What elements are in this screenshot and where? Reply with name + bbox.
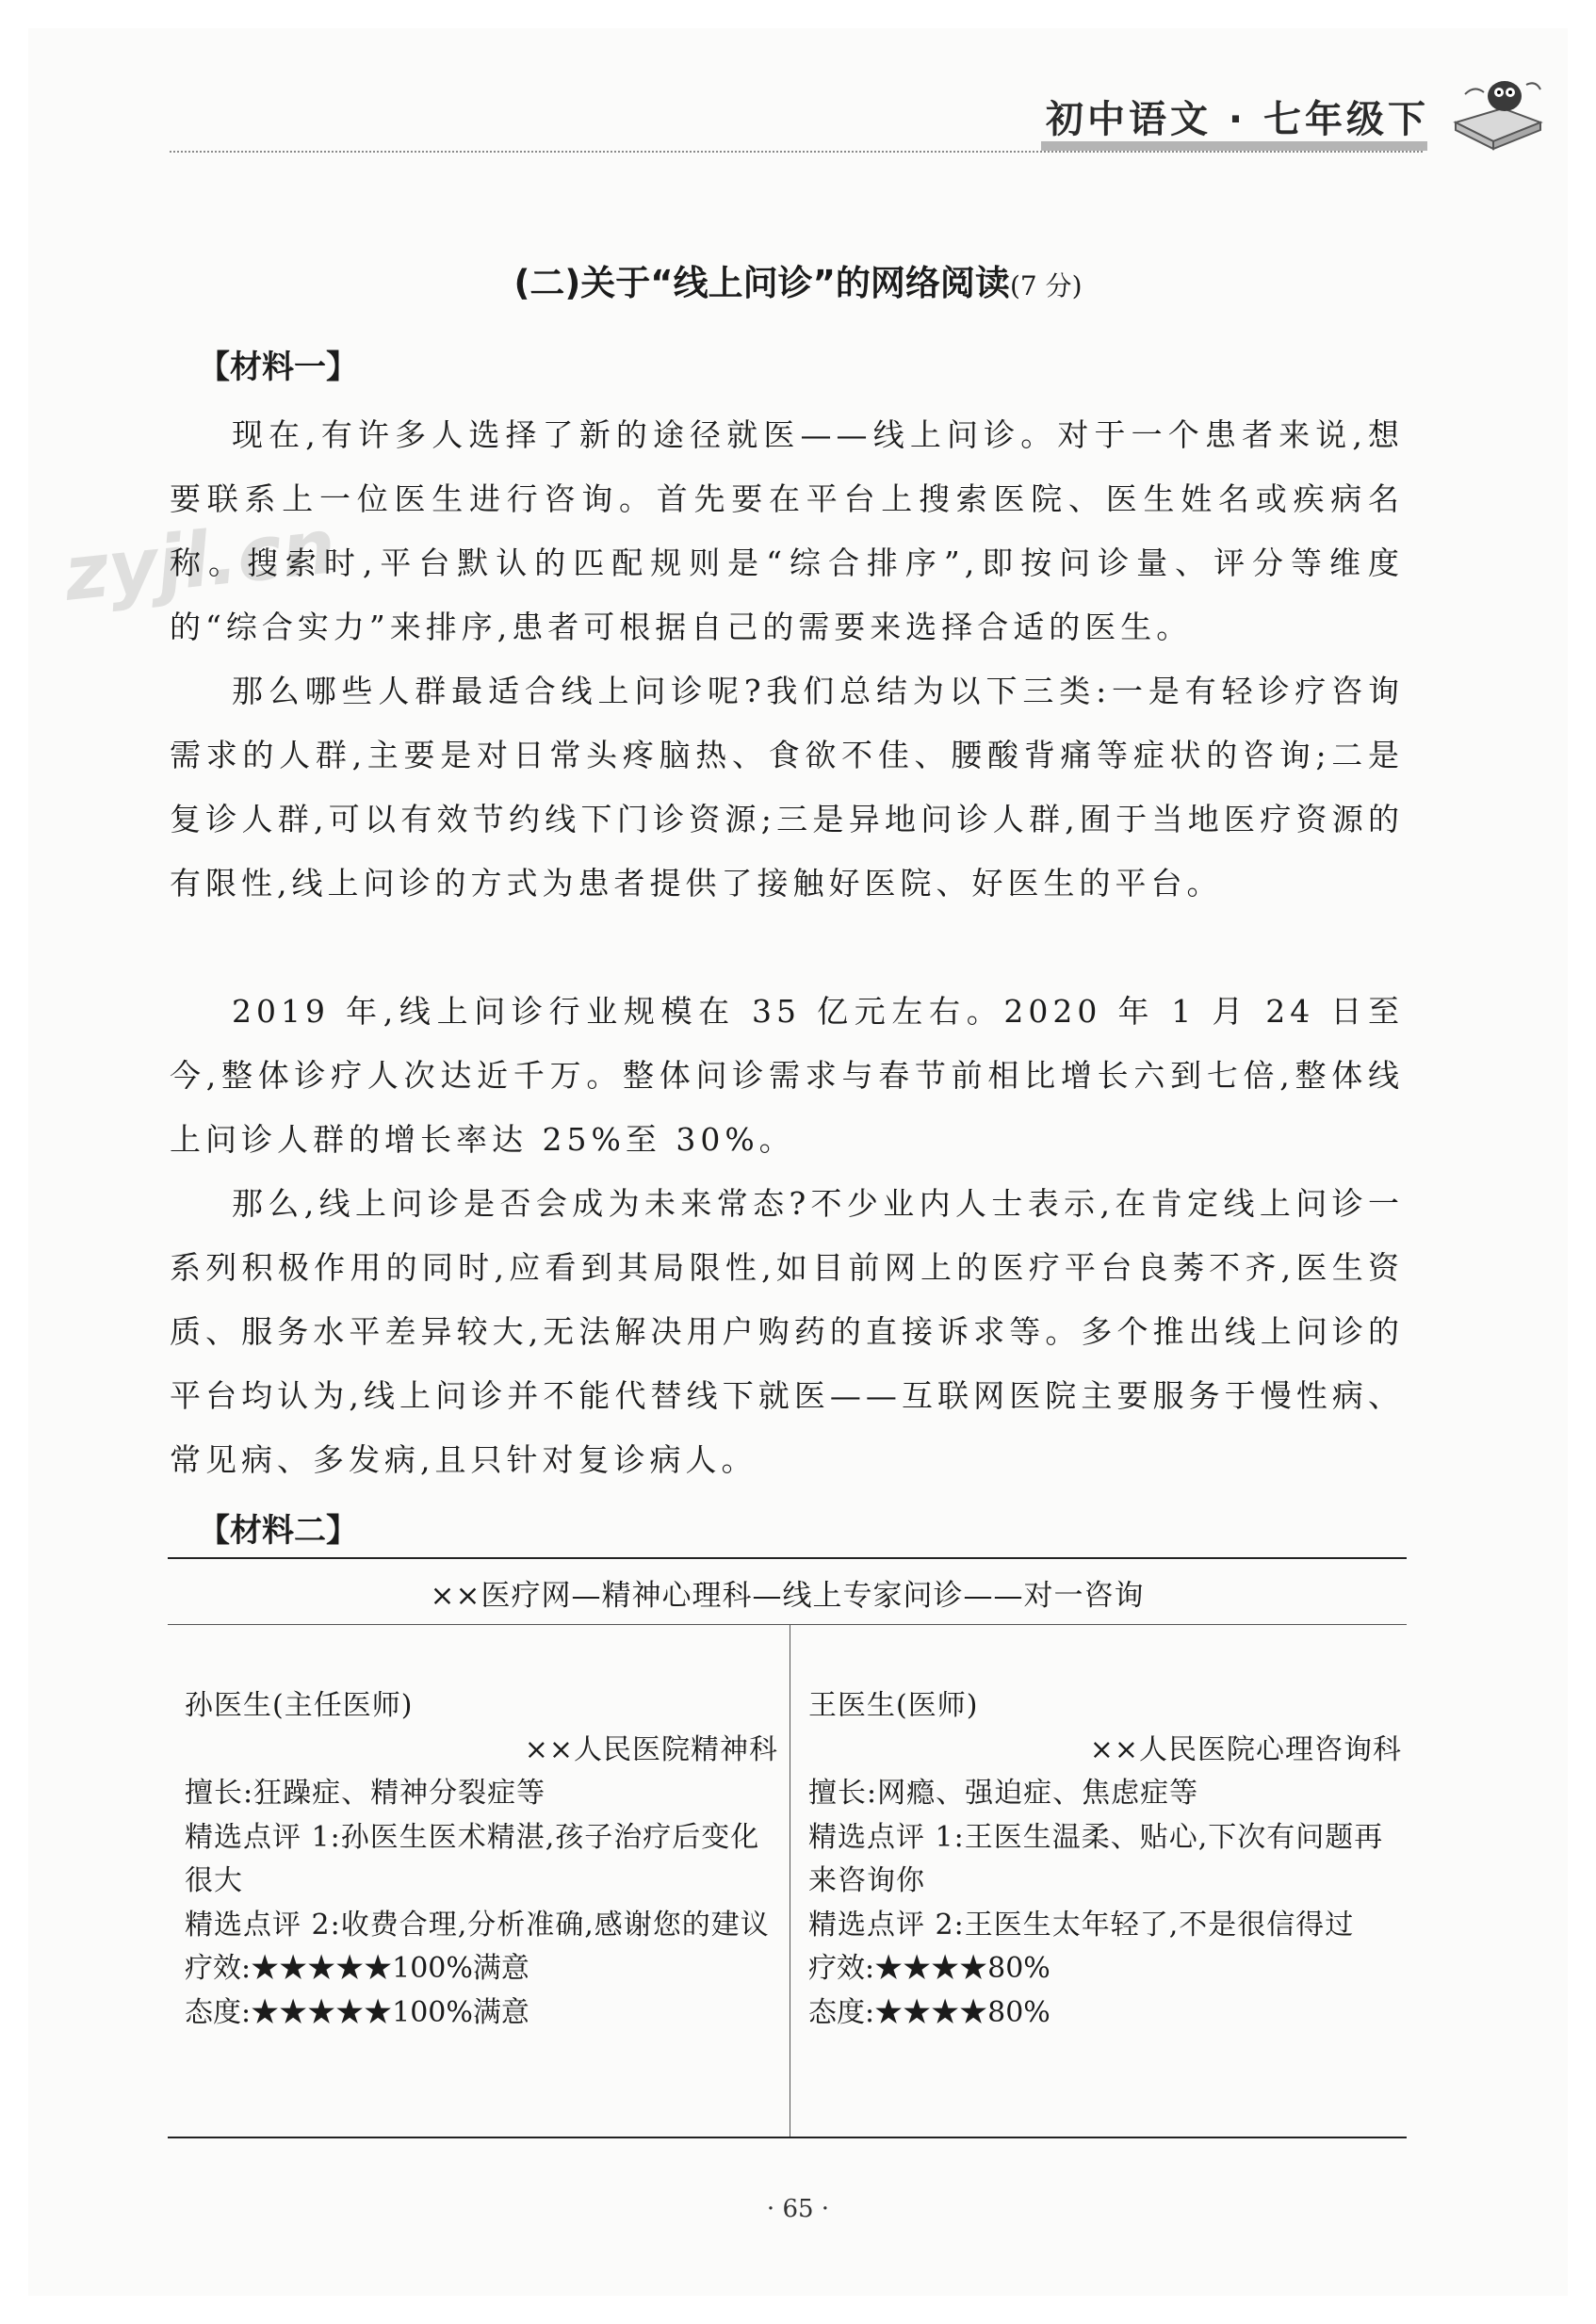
doctor-attitude-rating: 态度:★★★★80%: [808, 1995, 1050, 2029]
header-title: 初中语文 · 七年级下: [1046, 98, 1430, 141]
header-rule-line: [170, 151, 1423, 153]
material1-paragraph: 那么,线上问诊是否会成为未来常态?不少业内人士表示,在肯定线上问诊一系列积极作用的同时,应看到其局限性,如目前网上的医疗平台良莠不齐,医生资质、服务水平差异较大,无法解决用户购药的直接诉求等。多个推出线上问诊的平台均认为,线上问诊并不能代替线下就医——互联网医院主要服务于慢性病、常见病、多发病,且只针对复诊病人。: [170, 1185, 1404, 1478]
doctor-dept: ××人民医院精神科: [524, 1732, 778, 1766]
doctor-dept: ××人民医院心理咨询科: [1089, 1732, 1402, 1766]
watermark: zyjl.cn: [59, 502, 340, 618]
material2-heading: 【材料二】: [198, 1512, 358, 1550]
doctor-specialty: 擅长:狂躁症、精神分裂症等: [185, 1777, 546, 1810]
doctor-review-2: 精选点评 2:王医生太年轻了,不是很信得过: [808, 1908, 1355, 1942]
section-title-text: (二)关于“线上问诊”的网络阅读: [513, 263, 1010, 303]
table-title: ××医疗网—精神心理科—线上专家问诊——对一咨询: [430, 1579, 1145, 1613]
material1-heading: 【材料一】: [198, 349, 358, 386]
doctor-efficacy-rating: 疗效:★★★★★100%满意: [185, 1952, 529, 1985]
table-bottom-rule: [168, 2137, 1407, 2138]
doctor-attitude-rating: 态度:★★★★★100%满意: [185, 1995, 529, 2029]
material1-paragraph: 2019 年,线上问诊行业规模在 35 亿元左右。2020 年 1 月 24 日至今,整体诊疗人次达近千万。整体问诊需求与春节前相比增长六到七倍,整体线上问诊人群的增长率达 25%至 30%。: [170, 993, 1404, 1158]
doctor-efficacy-rating: 疗效:★★★★80%: [808, 1952, 1050, 1985]
material1-paragraph: 现在,有许多人选择了新的途径就医——线上问诊。对于一个患者来说,想要联系上一位医生进行咨询。首先要在平台上搜索医院、医生姓名或疾病名称。搜索时,平台默认的匹配规则是“综合排序”,即按问诊量、评分等维度的“综合实力”来排序,患者可根据自己的需要来选择合适的医生。: [170, 416, 1404, 645]
section-score: (7 分): [1009, 270, 1083, 301]
book-mascot-icon: [1446, 66, 1550, 151]
doctor-review-1: 精选点评 1:王医生温柔、贴心,下次有问题再来咨询你: [808, 1820, 1384, 1897]
doctor-card-sun: [185, 1684, 778, 2035]
doctor-review-2: 精选点评 2:收费合理,分析准确,感谢您的建议: [185, 1908, 770, 1942]
section-title: [0, 254, 1596, 305]
doctor-review-1: 精选点评 1:孙医生医术精湛,孩子治疗后变化很大: [185, 1820, 760, 1897]
doctor-name: 孙医生(主任医师): [185, 1689, 414, 1722]
table-header-rule: [168, 1624, 1407, 1625]
doctor-name: 王医生(医师): [808, 1689, 979, 1722]
doctor-card-wang: [808, 1684, 1402, 2035]
doctor-specialty: 擅长:网瘾、强迫症、焦虑症等: [808, 1777, 1199, 1810]
page-number: · 65 ·: [766, 2195, 830, 2223]
table-top-rule: [168, 1557, 1407, 1559]
material1-paragraph: 那么哪些人群最适合线上问诊呢?我们总结为以下三类:一是有轻诊疗咨询需求的人群,主要是对日常头疼脑热、食欲不佳、腰酸背痛等症状的咨询;二是复诊人群,可以有效节约线下门诊资源;三是异地问诊人群,囿于当地医疗资源的有限性,线上问诊的方式为患者提供了接触好医院、好医生的平台。: [170, 673, 1404, 902]
